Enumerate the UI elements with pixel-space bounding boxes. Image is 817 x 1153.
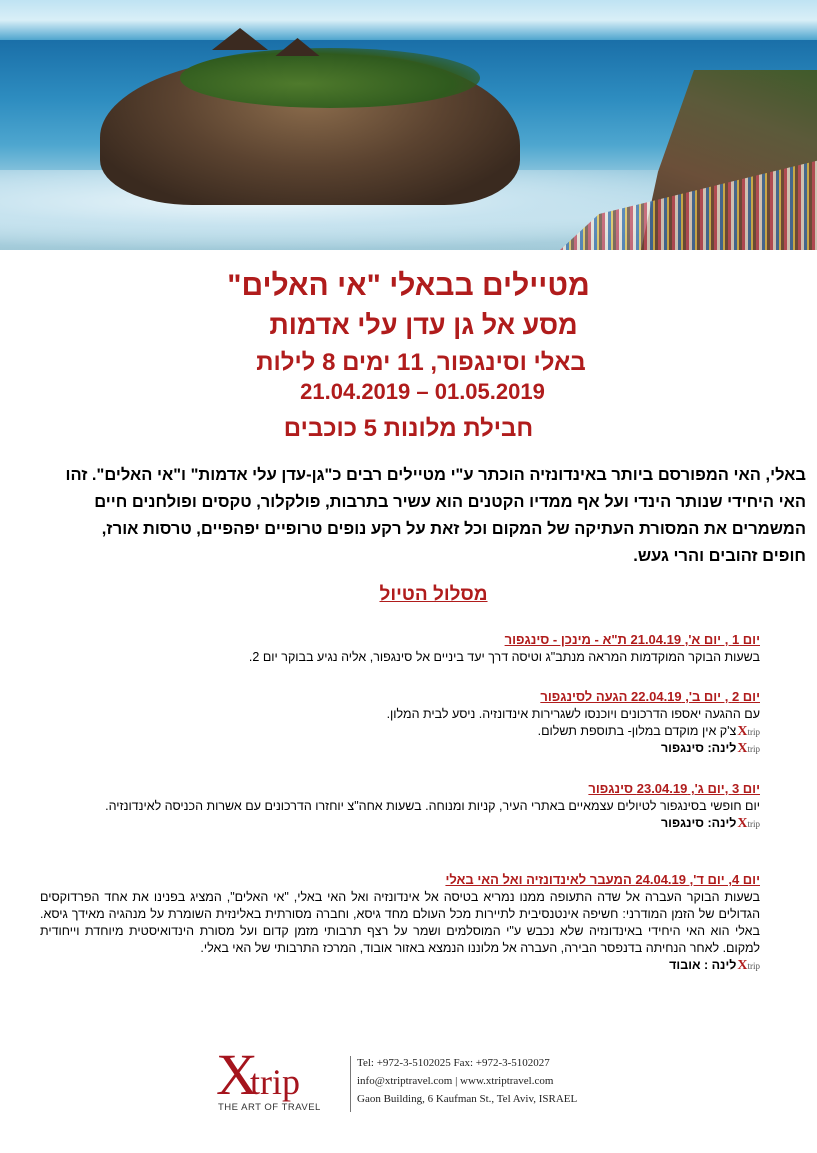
page-title: מטיילים בבאלי "אי האלים" [227, 269, 590, 302]
trip-dates: 21.04.2019 – 01.05.2019 [300, 379, 545, 404]
itinerary-day-1 [40, 630, 760, 666]
trip-destinations: באלי וסינגפור, 11 ימים 8 לילות [256, 349, 586, 376]
logo-x-letter: X [216, 1042, 258, 1107]
lodging-text: לינה: סינגפור [660, 816, 737, 830]
hero-vegetation [180, 48, 480, 108]
footer-email-web[interactable]: info@xtriptravel.com | www.xtriptravel.com [357, 1075, 554, 1087]
itinerary-day-4 [40, 870, 760, 974]
xtrip-logo [210, 1042, 335, 1120]
logo-tagline: THE ART OF TRAVEL [218, 1102, 321, 1113]
day-header: יום 1 , יום א', 21.04.19 ת"א - מינכן - סינגפור [504, 632, 760, 647]
itinerary-day-2 [40, 687, 760, 757]
day-lodging [40, 740, 760, 757]
footer-divider [350, 1056, 351, 1112]
day-header: יום 4, יום ד', 24.04.19 המעבר לאינדונזיה ואל האי באלי [445, 872, 760, 887]
day-lodging [40, 815, 760, 832]
xtrip-mini-logo: X trip [737, 723, 760, 739]
lodging-text: לינה: סינגפור [660, 741, 737, 755]
day-description: בשעות הבוקר העברה אל שדה התעופה ממנו נמריא בטיסה אל אינדונזיה ואל האי באלי, "אי האלים", המציג בפנינו את אחד הפרדוקסים הגדולים של הזמן המודרני: חשיפה אינטנסיבית לתיירות מכל העולם מחד גיסא, וחברה מסורתית באלינזית השומרת על מנהגיה מאידך גיסא. באלי הוא האי היחידי באינדונזיה שלא נכבש ע"י המוסלמים ושמר על רצף תרבותי מזמן קדום ועל מסורת הינדואיסטית מיוחדת וייחודית למקום. לאחר הנחיתה בדנפסר הבירה, העברה אל מלוננו הנמצא באזור אובוד, המרכז התרבותי של האי באלי. [40, 890, 760, 955]
day-header: יום 2 , יום ב', 22.04.19 הגעה לסינגפור [540, 689, 760, 704]
day-header: יום 3 ,יום ג', 23.04.19 סינגפור [588, 781, 760, 796]
page-subtitle: מסע אל גן עדן עלי אדמות [269, 310, 578, 340]
intro-paragraph: באלי, האי המפורסם ביותר באינדונזיה הוכתר ע"י מטיילים רבים כ"גן-עדן עלי אדמות" ו"אי האלים". זהו האי היחידי שנותר הינדי ועל אף ממדיו הקטנים הוא עשיר בתרבות, פולקלור, טקסים ופולחנים חיים המשמרים את המסורת העתיקה של המקום וכל זאת על רקע נופים טרופיים יפהפיים, טרסות אורז, חופים זהובים והרי געש. [65, 466, 806, 565]
xtrip-mini-logo: X trip [737, 957, 760, 973]
footer-phone-fax: Tel: +972-3-5102025 Fax: +972-3-5102027 [357, 1057, 550, 1069]
day-lodging [40, 957, 760, 974]
footer-contacts [357, 1054, 577, 1108]
lodging-text: לינה : אובוד [669, 958, 737, 972]
day-note-text: צ'ק אין מוקדם במלון- בתוספת תשלום. [537, 724, 737, 738]
itinerary-day-3 [40, 779, 760, 832]
day-description: יום חופשי בסינגפור לטיולים עצמאיים באתרי העיר, קניות ומנוחה. בשעות אחה"צ יוחזרו הדרכונים עם אשרות הכניסה לאינדונזיה. [105, 799, 760, 813]
title-block [0, 268, 817, 448]
footer [210, 1042, 630, 1120]
hero-photo [0, 0, 817, 250]
day-note [40, 723, 760, 740]
package-title: חבילת מלונות 5 כוכבים [283, 415, 534, 442]
day-description: בשעות הבוקר המוקדמות המראה מנתב"ג וטיסה דרך יעד ביניים אל סינגפור, אליה נגיע בבוקר יום 2. [248, 650, 760, 664]
route-heading: מסלול הטיול [379, 584, 488, 605]
xtrip-mini-logo: X trip [737, 740, 760, 756]
footer-address: Gaon Building, 6 Kaufman St., Tel Aviv, ISRAEL [357, 1093, 578, 1105]
xtrip-mini-logo: X trip [737, 815, 760, 831]
logo-wordmark: trip [250, 1062, 300, 1102]
day-description: עם ההגעה יאספו הדרכונים ויוכנסו לשגרירות אינדונזיה. ניסע לבית המלון. [386, 707, 760, 721]
